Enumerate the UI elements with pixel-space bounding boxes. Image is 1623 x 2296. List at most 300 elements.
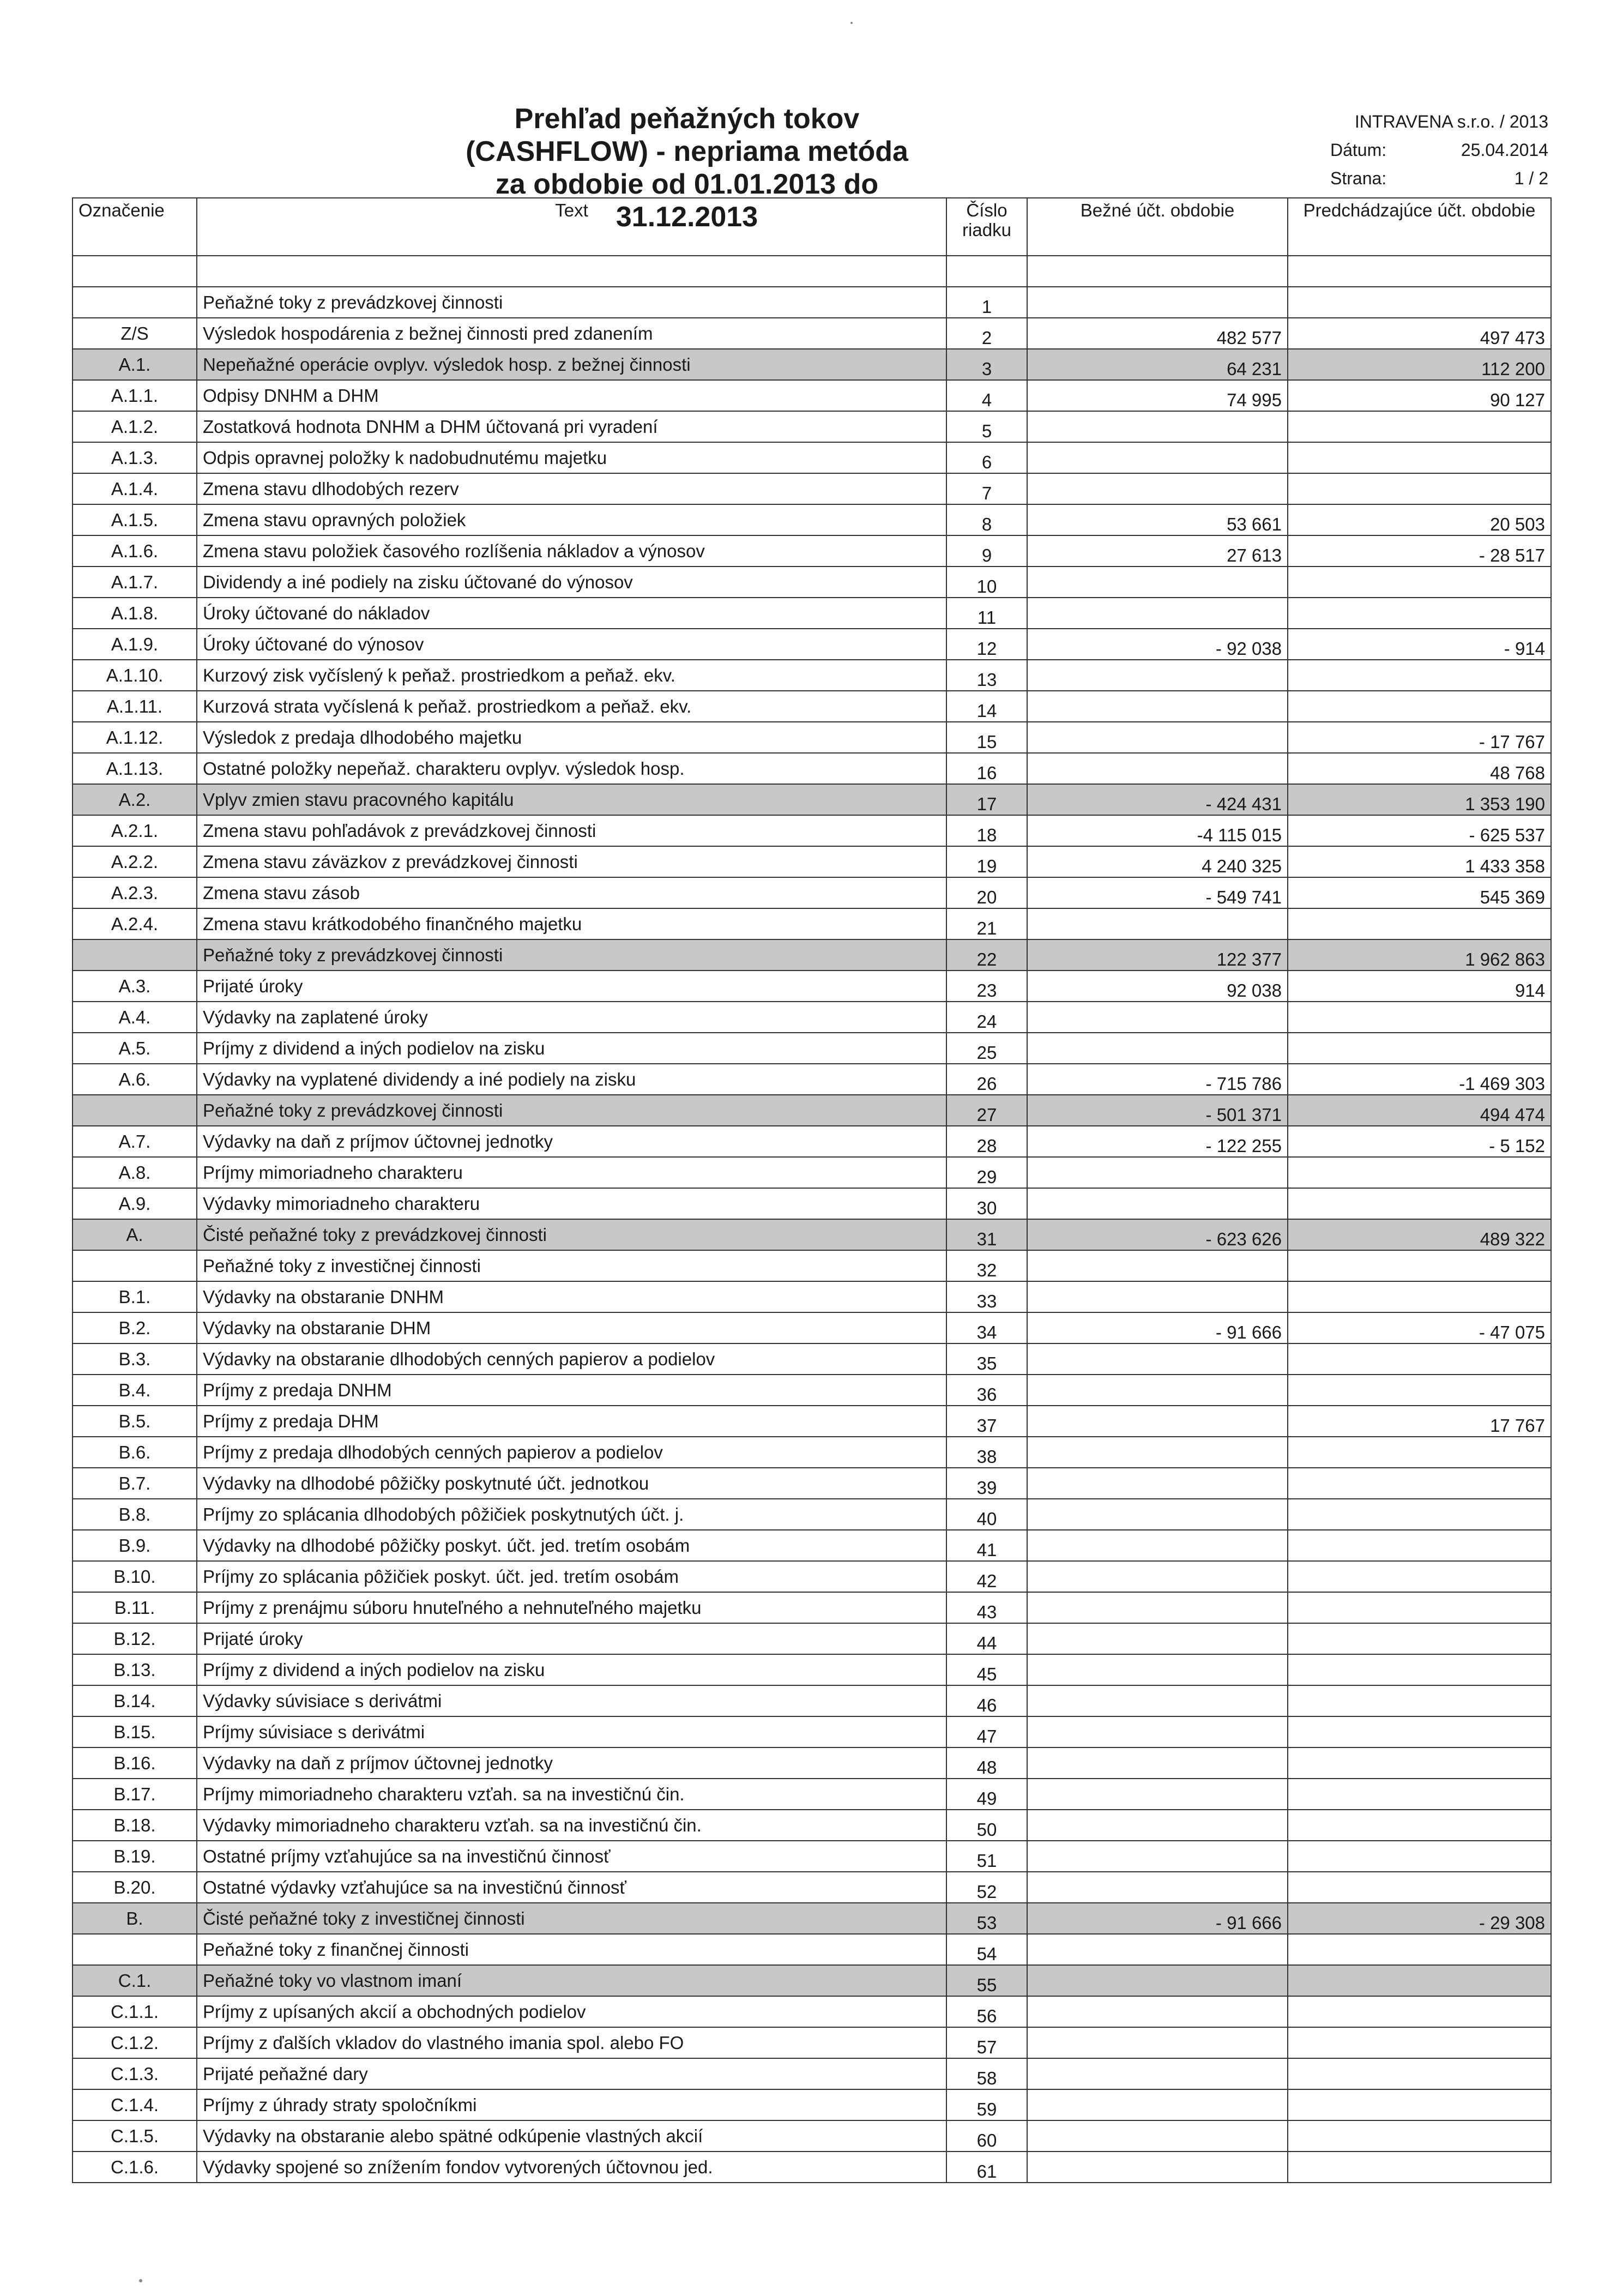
row-current-period: - 623 626 — [1027, 1219, 1288, 1250]
row-number: 32 — [946, 1250, 1027, 1281]
row-number: 17 — [946, 784, 1027, 815]
row-number: 54 — [946, 1934, 1027, 1965]
row-current-period: - 92 038 — [1027, 629, 1288, 660]
row-current-period — [1027, 1499, 1288, 1530]
row-number: 22 — [946, 939, 1027, 971]
row-previous-period — [1288, 1747, 1551, 1779]
table-row — [73, 1437, 1551, 1468]
row-number: 42 — [946, 1561, 1027, 1592]
table-row — [73, 349, 1551, 380]
table-row — [73, 784, 1551, 815]
row-previous-period — [1288, 1343, 1551, 1375]
row-previous-period — [1288, 1996, 1551, 2027]
row-text: Peňažné toky z prevádzkovej činnosti — [197, 939, 946, 971]
table-row — [73, 1406, 1551, 1437]
row-previous-period: - 5 152 — [1288, 1126, 1551, 1157]
row-text: Kurzový zisk vyčíslený k peňaž. prostriedkom a peňaž. ekv. — [197, 660, 946, 691]
row-previous-period: 914 — [1288, 971, 1551, 1002]
row-text: Odpis opravnej položky k nadobudnutému majetku — [197, 442, 946, 473]
row-text: Výdavky na dlhodobé pôžičky poskyt. účt. jed. tretím osobám — [197, 1530, 946, 1561]
row-code: A.1.11. — [73, 691, 197, 722]
row-code: B.10. — [73, 1561, 197, 1592]
row-text: Zmena stavu opravných položiek — [197, 504, 946, 535]
row-current-period — [1027, 1530, 1288, 1561]
row-number: 30 — [946, 1188, 1027, 1219]
col-header-text: Text — [197, 198, 946, 256]
row-text: Zostatková hodnota DNHM a DHM účtovaná pri vyradení — [197, 411, 946, 442]
row-code: B.20. — [73, 1872, 197, 1903]
row-number: 13 — [946, 660, 1027, 691]
row-text: Výdavky na dlhodobé pôžičky poskytnuté účt. jednotkou — [197, 1468, 946, 1499]
row-code: C.1.6. — [73, 2152, 197, 2183]
row-current-period — [1027, 1965, 1288, 1996]
table-row — [73, 1903, 1551, 1934]
table-row — [73, 1343, 1551, 1375]
table-row — [73, 2027, 1551, 2058]
row-code: A.1.10. — [73, 660, 197, 691]
table-row — [73, 939, 1551, 971]
row-text: Výdavky na obstaranie alebo spätné odkúpenie vlastných akcií — [197, 2120, 946, 2152]
row-code: A.1.7. — [73, 567, 197, 598]
row-code: B.12. — [73, 1623, 197, 1654]
table-row — [73, 1934, 1551, 1965]
row-number: 39 — [946, 1468, 1027, 1499]
row-current-period — [1027, 2089, 1288, 2120]
row-number: 15 — [946, 722, 1027, 753]
row-text: Úroky účtované do výnosov — [197, 629, 946, 660]
row-previous-period: 1 433 358 — [1288, 846, 1551, 877]
row-previous-period — [1288, 2027, 1551, 2058]
row-current-period: - 549 741 — [1027, 877, 1288, 908]
row-text: Prijaté úroky — [197, 1623, 946, 1654]
table-row — [73, 1747, 1551, 1779]
row-code: C.1.4. — [73, 2089, 197, 2120]
row-code: A.5. — [73, 1033, 197, 1064]
row-current-period: - 715 786 — [1027, 1064, 1288, 1095]
table-row — [73, 1499, 1551, 1530]
row-code: B.16. — [73, 1747, 197, 1779]
row-code: A.1.3. — [73, 442, 197, 473]
table-row — [73, 877, 1551, 908]
row-text: Peňažné toky z finančnej činnosti — [197, 1934, 946, 1965]
row-number: 56 — [946, 1996, 1027, 2027]
row-current-period — [1027, 722, 1288, 753]
row-previous-period: 112 200 — [1288, 349, 1551, 380]
table-row — [73, 1095, 1551, 1126]
row-text: Príjmy mimoriadneho charakteru — [197, 1157, 946, 1188]
table-row — [73, 1685, 1551, 1716]
row-text: Výdavky na zaplatené úroky — [197, 1002, 946, 1033]
row-current-period: -4 115 015 — [1027, 815, 1288, 846]
row-previous-period — [1288, 2089, 1551, 2120]
table-row — [73, 1033, 1551, 1064]
row-previous-period — [1288, 2152, 1551, 2183]
table-row — [73, 1126, 1551, 1157]
row-code: A.1. — [73, 349, 197, 380]
row-code: C.1.2. — [73, 2027, 197, 2058]
table-row — [73, 1281, 1551, 1312]
col-header-bezne: Bežné účt. obdobie — [1027, 198, 1288, 256]
date-value: 25.04.2014 — [1461, 140, 1548, 160]
row-code: A. — [73, 1219, 197, 1250]
row-current-period — [1027, 1375, 1288, 1406]
row-text: Zmena stavu položiek časového rozlíšenia nákladov a výnosov — [197, 535, 946, 567]
row-previous-period — [1288, 1437, 1551, 1468]
row-previous-period — [1288, 1530, 1551, 1561]
row-current-period — [1027, 2120, 1288, 2152]
row-current-period: 482 577 — [1027, 318, 1288, 349]
row-number: 43 — [946, 1592, 1027, 1623]
row-code: A.2.3. — [73, 877, 197, 908]
row-current-period — [1027, 2058, 1288, 2089]
table-row — [73, 2058, 1551, 2089]
row-text: Príjmy zo splácania pôžičiek poskyt. účt. jed. tretím osobám — [197, 1561, 946, 1592]
row-code: B.4. — [73, 1375, 197, 1406]
row-previous-period — [1288, 442, 1551, 473]
row-current-period — [1027, 1188, 1288, 1219]
row-number: 53 — [946, 1903, 1027, 1934]
row-text: Peňažné toky vo vlastnom imaní — [197, 1965, 946, 1996]
row-current-period — [1027, 1996, 1288, 2027]
row-previous-period — [1288, 1872, 1551, 1903]
row-previous-period — [1288, 1002, 1551, 1033]
row-current-period: - 122 255 — [1027, 1126, 1288, 1157]
table-row — [73, 1157, 1551, 1188]
table-row — [73, 287, 1551, 318]
row-text: Výdavky na vyplatené dividendy a iné podiely na zisku — [197, 1064, 946, 1095]
row-code: C.1.1. — [73, 1996, 197, 2027]
row-code: B.1. — [73, 1281, 197, 1312]
row-previous-period: 1 962 863 — [1288, 939, 1551, 971]
row-text: Peňažné toky z investičnej činnosti — [197, 1250, 946, 1281]
row-previous-period: 48 768 — [1288, 753, 1551, 784]
row-number: 8 — [946, 504, 1027, 535]
row-previous-period — [1288, 411, 1551, 442]
row-number: 5 — [946, 411, 1027, 442]
row-previous-period — [1288, 473, 1551, 504]
row-text: Výdavky mimoriadneho charakteru — [197, 1188, 946, 1219]
row-number: 61 — [946, 2152, 1027, 2183]
row-number: 45 — [946, 1654, 1027, 1685]
row-current-period — [1027, 1779, 1288, 1810]
row-current-period — [1027, 1250, 1288, 1281]
row-previous-period — [1288, 908, 1551, 939]
row-previous-period — [1288, 1716, 1551, 1747]
row-current-period — [1027, 1561, 1288, 1592]
row-text: Výsledok z predaja dlhodobého majetku — [197, 722, 946, 753]
row-current-period: 122 377 — [1027, 939, 1288, 971]
row-text: Príjmy z dividend a iných podielov na zisku — [197, 1033, 946, 1064]
row-number: 50 — [946, 1810, 1027, 1841]
row-previous-period: - 47 075 — [1288, 1312, 1551, 1343]
row-text: Príjmy z úhrady straty spoločníkmi — [197, 2089, 946, 2120]
table-row — [73, 1996, 1551, 2027]
table-row — [73, 2089, 1551, 2120]
row-number: 55 — [946, 1965, 1027, 1996]
row-number: 31 — [946, 1219, 1027, 1250]
row-current-period — [1027, 691, 1288, 722]
row-current-period — [1027, 411, 1288, 442]
row-previous-period — [1288, 1934, 1551, 1965]
row-number: 14 — [946, 691, 1027, 722]
row-current-period — [1027, 1934, 1288, 1965]
row-current-period — [1027, 1592, 1288, 1623]
table-row — [73, 567, 1551, 598]
row-text: Zmena stavu zásob — [197, 877, 946, 908]
row-number: 49 — [946, 1779, 1027, 1810]
row-previous-period — [1288, 1685, 1551, 1716]
row-number: 4 — [946, 380, 1027, 411]
row-text: Kurzová strata vyčíslená k peňaž. prostriedkom a peňaž. ekv. — [197, 691, 946, 722]
row-current-period — [1027, 598, 1288, 629]
row-text: Nepeňažné operácie ovplyv. výsledok hosp. z bežnej činnosti — [197, 349, 946, 380]
row-code: C.1.5. — [73, 2120, 197, 2152]
row-code: A.2.1. — [73, 815, 197, 846]
row-current-period: 53 661 — [1027, 504, 1288, 535]
row-text: Príjmy zo splácania dlhodobých pôžičiek poskytnutých účt. j. — [197, 1499, 946, 1530]
table-row — [73, 1250, 1551, 1281]
row-number: 24 — [946, 1002, 1027, 1033]
row-previous-period — [1288, 660, 1551, 691]
row-text: Dividendy a iné podiely na zisku účtované do výnosov — [197, 567, 946, 598]
row-text: Vplyv zmien stavu pracovného kapitálu — [197, 784, 946, 815]
row-code — [73, 1095, 197, 1126]
row-previous-period: - 625 537 — [1288, 815, 1551, 846]
row-text: Zmena stavu záväzkov z prevádzkovej činnosti — [197, 846, 946, 877]
row-number: 52 — [946, 1872, 1027, 1903]
row-current-period: 74 995 — [1027, 380, 1288, 411]
table-row — [73, 2120, 1551, 2152]
row-code: B.19. — [73, 1841, 197, 1872]
col-header-predchadzajuce: Predchádzajúce účt. obdobie — [1288, 198, 1551, 256]
row-text: Výdavky na daň z príjmov účtovnej jednotky — [197, 1747, 946, 1779]
row-code: A.1.13. — [73, 753, 197, 784]
table-row — [73, 1810, 1551, 1841]
row-current-period: - 91 666 — [1027, 1903, 1288, 1934]
table-row — [73, 1592, 1551, 1623]
scan-speck — [850, 22, 853, 24]
row-current-period — [1027, 1654, 1288, 1685]
row-current-period: - 424 431 — [1027, 784, 1288, 815]
table-row — [73, 846, 1551, 877]
row-code: A.7. — [73, 1126, 197, 1157]
row-code: A.1.9. — [73, 629, 197, 660]
row-code: A.1.2. — [73, 411, 197, 442]
table-row — [73, 1965, 1551, 1996]
row-code — [73, 287, 197, 318]
row-code: B.18. — [73, 1810, 197, 1841]
row-code: B.3. — [73, 1343, 197, 1375]
table-row — [73, 722, 1551, 753]
row-previous-period: - 17 767 — [1288, 722, 1551, 753]
row-code: A.8. — [73, 1157, 197, 1188]
row-previous-period — [1288, 1281, 1551, 1312]
row-text: Čisté peňažné toky z investičnej činnosti — [197, 1903, 946, 1934]
row-number: 1 — [946, 287, 1027, 318]
table-row — [73, 318, 1551, 349]
row-code: A.2.2. — [73, 846, 197, 877]
row-text: Príjmy z predaja DHM — [197, 1406, 946, 1437]
row-text: Príjmy z predaja DNHM — [197, 1375, 946, 1406]
row-number: 57 — [946, 2027, 1027, 2058]
table-row — [73, 629, 1551, 660]
row-code: B.9. — [73, 1530, 197, 1561]
table-row — [73, 1188, 1551, 1219]
row-previous-period — [1288, 1654, 1551, 1685]
row-number: 3 — [946, 349, 1027, 380]
row-current-period — [1027, 1810, 1288, 1841]
row-code: B. — [73, 1903, 197, 1934]
row-previous-period — [1288, 567, 1551, 598]
row-text: Výdavky mimoriadneho charakteru vzťah. sa na investičnú čin. — [197, 1810, 946, 1841]
row-current-period — [1027, 1033, 1288, 1064]
row-previous-period: 1 353 190 — [1288, 784, 1551, 815]
row-previous-period — [1288, 1157, 1551, 1188]
title-line-2: (CASHFLOW) - nepriama metóda — [466, 136, 908, 167]
table-row — [73, 504, 1551, 535]
row-previous-period — [1288, 287, 1551, 318]
row-code — [73, 1250, 197, 1281]
row-text: Výdavky súvisiace s derivátmi — [197, 1685, 946, 1716]
row-previous-period — [1288, 2120, 1551, 2152]
row-current-period — [1027, 1281, 1288, 1312]
row-number: 23 — [946, 971, 1027, 1002]
row-previous-period — [1288, 1810, 1551, 1841]
row-previous-period — [1288, 1561, 1551, 1592]
table-row — [73, 2152, 1551, 2183]
table-row — [73, 380, 1551, 411]
row-number: 2 — [946, 318, 1027, 349]
row-number: 12 — [946, 629, 1027, 660]
table-row — [73, 1841, 1551, 1872]
row-number: 35 — [946, 1343, 1027, 1375]
row-code: B.8. — [73, 1499, 197, 1530]
row-text: Výdavky na obstaranie dlhodobých cenných papierov a podielov — [197, 1343, 946, 1375]
title-line-3: za obdobie od 01.01.2013 do 31.12.2013 — [495, 168, 879, 233]
row-previous-period: - 28 517 — [1288, 535, 1551, 567]
row-number: 11 — [946, 598, 1027, 629]
table-row — [73, 1716, 1551, 1747]
row-current-period: 27 613 — [1027, 535, 1288, 567]
row-current-period: 4 240 325 — [1027, 846, 1288, 877]
row-code: A.1.4. — [73, 473, 197, 504]
row-number: 10 — [946, 567, 1027, 598]
row-previous-period: 489 322 — [1288, 1219, 1551, 1250]
page-label: Strana: — [1330, 168, 1387, 188]
row-current-period — [1027, 1872, 1288, 1903]
table-row — [73, 473, 1551, 504]
row-current-period — [1027, 1406, 1288, 1437]
row-current-period — [1027, 473, 1288, 504]
table-row — [73, 660, 1551, 691]
row-number: 47 — [946, 1716, 1027, 1747]
row-number: 37 — [946, 1406, 1027, 1437]
row-text: Ostatné položky nepeňaž. charakteru ovplyv. výsledok hosp. — [197, 753, 946, 784]
row-current-period — [1027, 2027, 1288, 2058]
row-number: 7 — [946, 473, 1027, 504]
col-header-cislo-riadku-label: Číslo riadku — [962, 200, 1011, 240]
row-number: 19 — [946, 846, 1027, 877]
row-text: Výdavky na obstaranie DHM — [197, 1312, 946, 1343]
row-code: A.1.6. — [73, 535, 197, 567]
row-current-period: - 501 371 — [1027, 1095, 1288, 1126]
header-spacer-row — [73, 256, 1551, 287]
table-row — [73, 908, 1551, 939]
row-previous-period — [1288, 1375, 1551, 1406]
row-current-period — [1027, 1716, 1288, 1747]
row-text: Peňažné toky z prevádzkovej činnosti — [197, 1095, 946, 1126]
row-number: 51 — [946, 1841, 1027, 1872]
date-label: Dátum: — [1330, 140, 1387, 160]
row-code — [73, 939, 197, 971]
cashflow-table-body — [73, 287, 1551, 2183]
row-current-period — [1027, 1468, 1288, 1499]
row-current-period — [1027, 908, 1288, 939]
row-text: Príjmy mimoriadneho charakteru vzťah. sa na investičnú čin. — [197, 1779, 946, 1810]
row-previous-period — [1288, 1841, 1551, 1872]
row-code: C.1.3. — [73, 2058, 197, 2089]
row-text: Zmena stavu krátkodobého finančného majetku — [197, 908, 946, 939]
row-code: A.1.5. — [73, 504, 197, 535]
table-row — [73, 1375, 1551, 1406]
col-header-cislo-riadku — [946, 198, 1027, 256]
row-text: Príjmy z predaja dlhodobých cenných papierov a podielov — [197, 1437, 946, 1468]
row-text: Úroky účtované do nákladov — [197, 598, 946, 629]
row-code: C.1. — [73, 1965, 197, 1996]
row-number: 41 — [946, 1530, 1027, 1561]
row-current-period: 64 231 — [1027, 349, 1288, 380]
row-code: B.13. — [73, 1654, 197, 1685]
row-previous-period: -1 469 303 — [1288, 1064, 1551, 1095]
page-value: 1 / 2 — [1514, 168, 1548, 188]
row-code: A.1.12. — [73, 722, 197, 753]
table-row — [73, 442, 1551, 473]
row-text: Príjmy z dividend a iných podielov na zisku — [197, 1654, 946, 1685]
title-line-1: Prehľad peňažných tokov — [514, 103, 860, 135]
table-row — [73, 1468, 1551, 1499]
row-text: Peňažné toky z prevádzkovej činnosti — [197, 287, 946, 318]
row-previous-period: - 29 308 — [1288, 1903, 1551, 1934]
row-current-period — [1027, 1437, 1288, 1468]
row-text: Výdavky na daň z príjmov účtovnej jednotky — [197, 1126, 946, 1157]
row-code: B.6. — [73, 1437, 197, 1468]
table-row — [73, 1623, 1551, 1654]
row-text: Príjmy z prenájmu súboru hnuteľného a nehnuteľného majetku — [197, 1592, 946, 1623]
row-current-period — [1027, 442, 1288, 473]
row-code: B.2. — [73, 1312, 197, 1343]
row-previous-period — [1288, 1623, 1551, 1654]
row-current-period — [1027, 567, 1288, 598]
row-number: 28 — [946, 1126, 1027, 1157]
row-text: Prijaté peňažné dary — [197, 2058, 946, 2089]
row-code: B.15. — [73, 1716, 197, 1747]
row-previous-period: 494 474 — [1288, 1095, 1551, 1126]
row-current-period — [1027, 1343, 1288, 1375]
row-number: 38 — [946, 1437, 1027, 1468]
row-current-period — [1027, 1002, 1288, 1033]
table-row — [73, 1312, 1551, 1343]
company-name: INTRAVENA s.r.o. / 2013 — [1354, 112, 1548, 131]
row-code: B.11. — [73, 1592, 197, 1623]
row-previous-period — [1288, 691, 1551, 722]
table-row — [73, 1654, 1551, 1685]
row-number: 48 — [946, 1747, 1027, 1779]
row-number: 29 — [946, 1157, 1027, 1188]
row-current-period — [1027, 660, 1288, 691]
table-row — [73, 971, 1551, 1002]
row-code: A.4. — [73, 1002, 197, 1033]
row-current-period — [1027, 1623, 1288, 1654]
